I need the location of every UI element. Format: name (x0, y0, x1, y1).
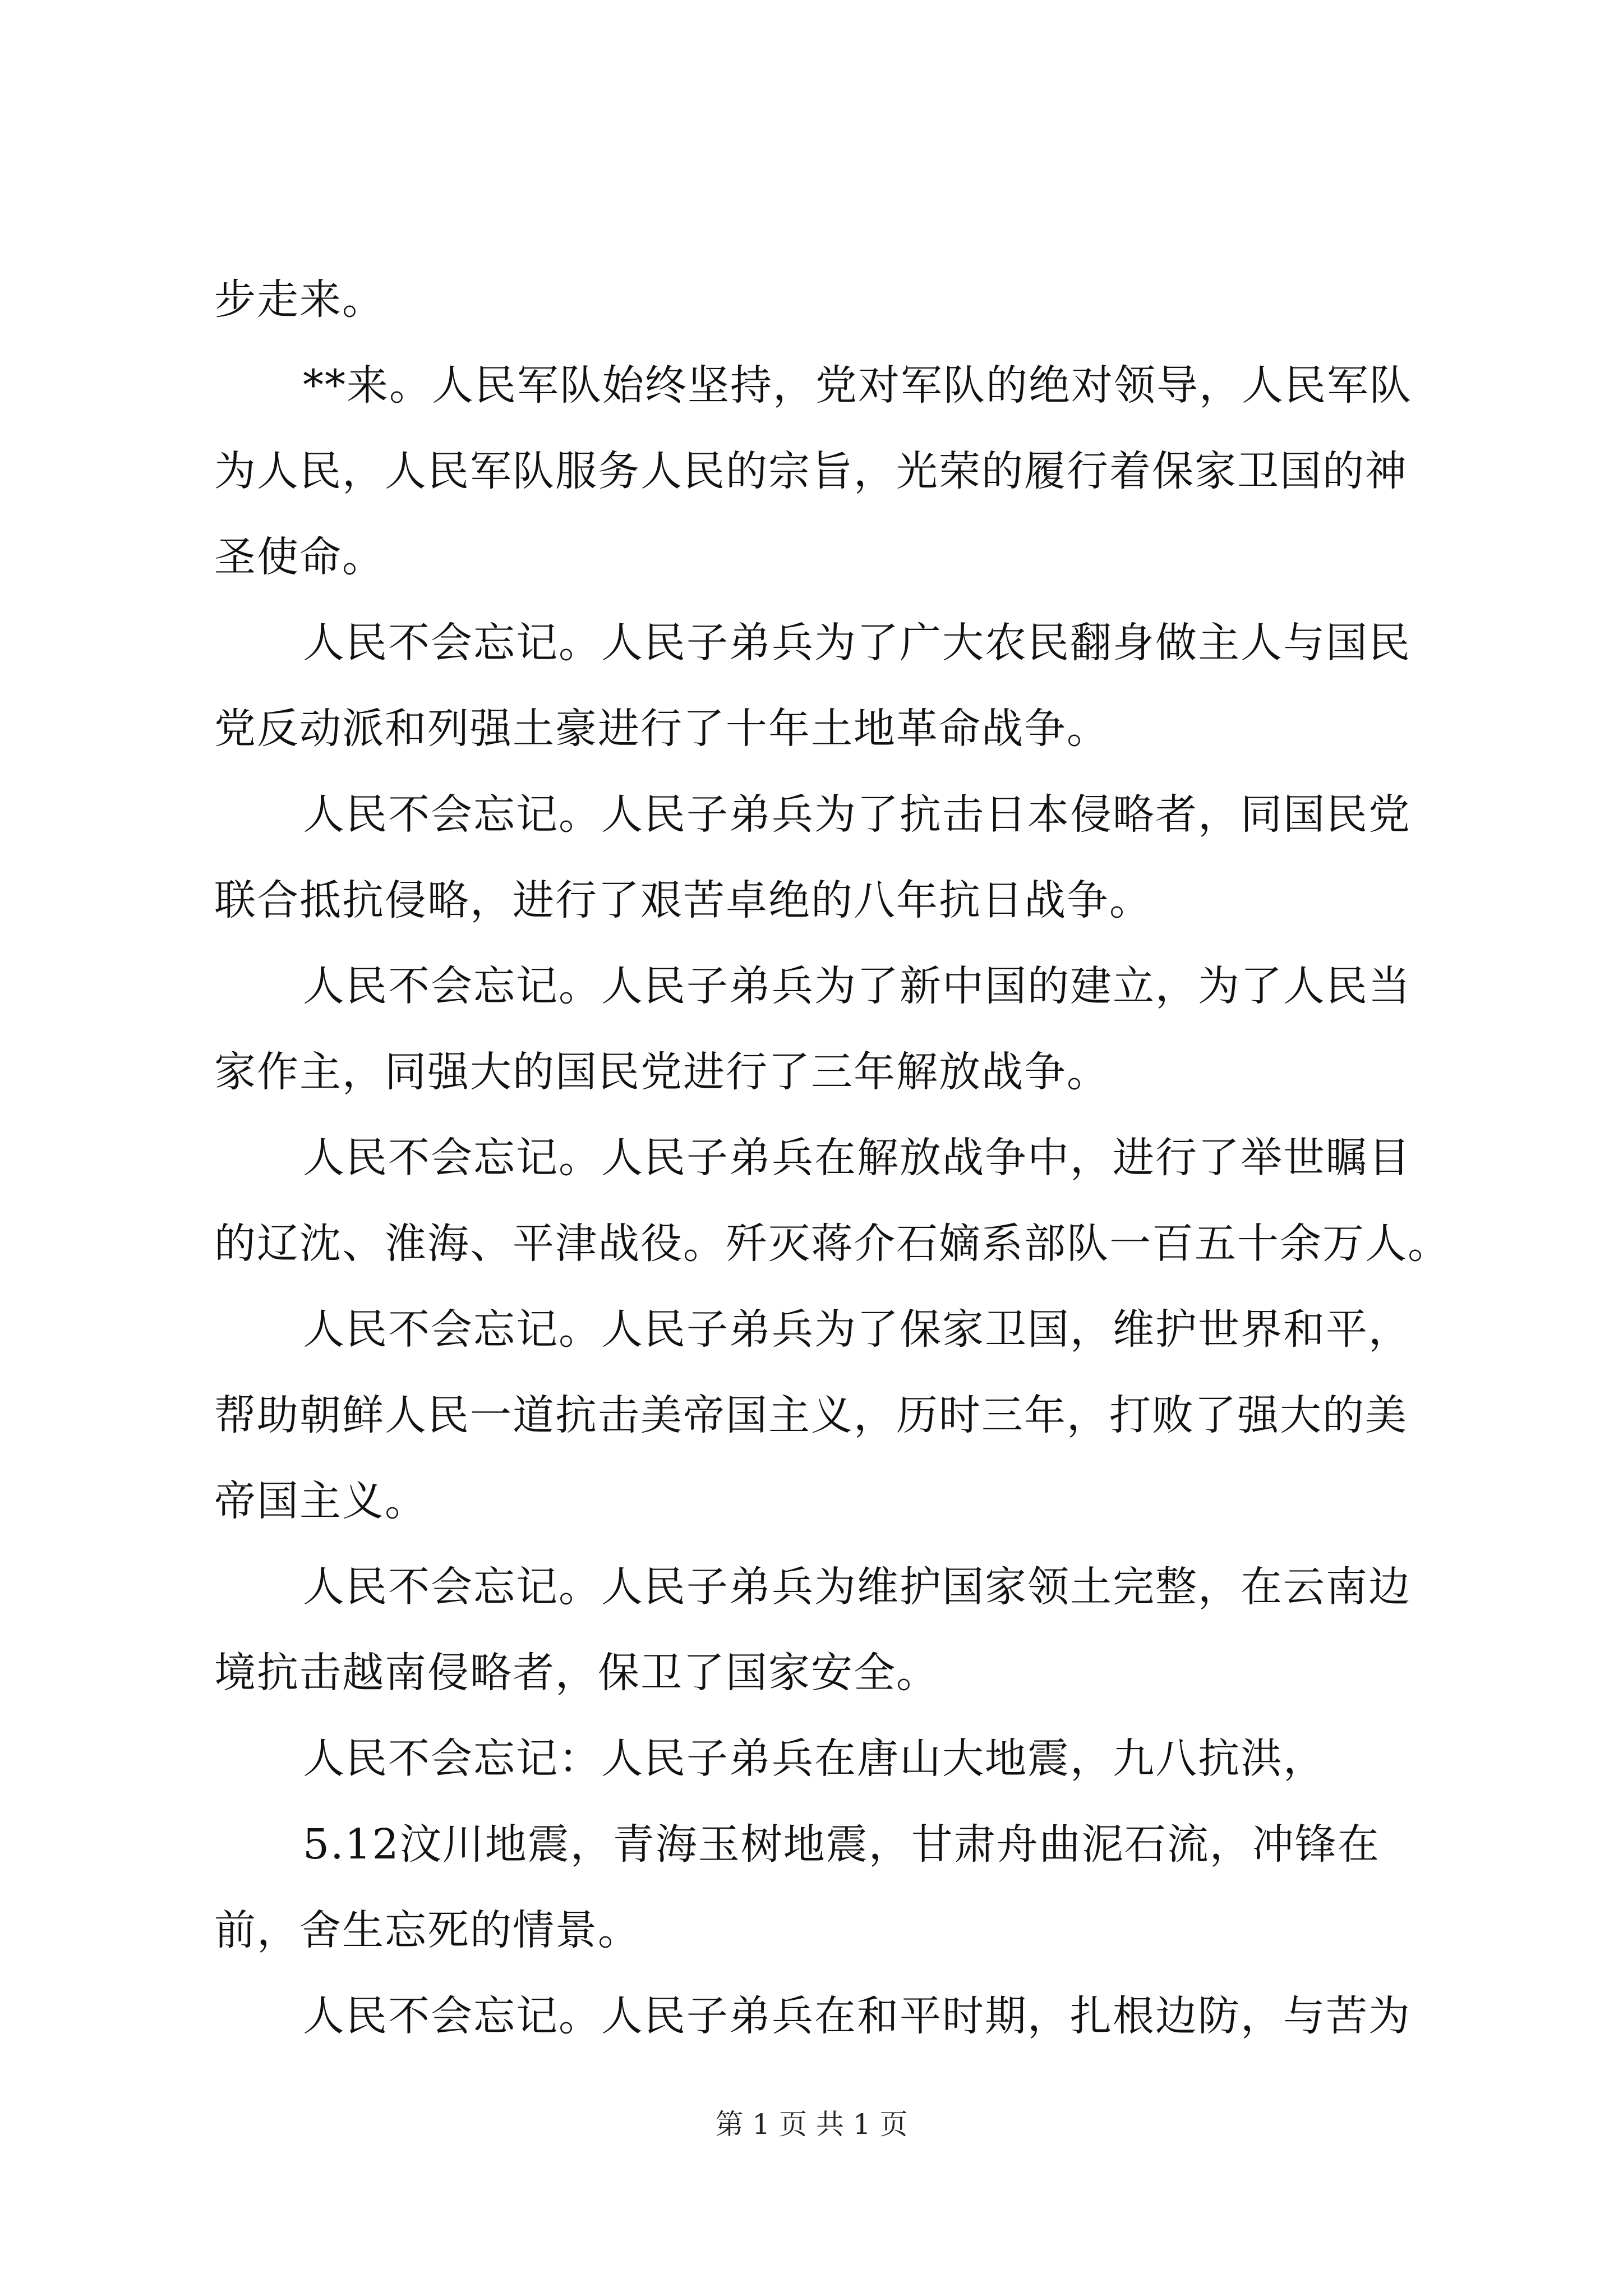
text-line-18: 人民不会忘记：人民子弟兵在唐山大地震，九八抗洪， (303, 1734, 1326, 1783)
text-line-20: 前，舍生忘死的情景。 (214, 1906, 640, 1954)
text-line-13: 人民不会忘记。人民子弟兵为了保家卫国，维护世界和平， (303, 1305, 1411, 1354)
text-line-9: 人民不会忘记。人民子弟兵为了新中国的建立，为了人民当 (303, 962, 1411, 1010)
text-line-7: 人民不会忘记。人民子弟兵为了抗击日本侵略者，同国民党 (303, 790, 1411, 839)
text-line-17: 境抗击越南侵略者，保卫了国家安全。 (214, 1649, 939, 1697)
text-line-5: 人民不会忘记。人民子弟兵为了广大农民翻身做主人与国民 (303, 619, 1411, 667)
text-line-6: 党反动派和列强土豪进行了十年土地革命战争。 (214, 705, 1109, 753)
text-line-3: 为人民，人民军队服务人民的宗旨，光荣的履行着保家卫国的神 (214, 447, 1408, 495)
text-line-4: 圣使命。 (214, 533, 385, 581)
text-line-21: 人民不会忘记。人民子弟兵在和平时期，扎根边防，与苦为 (303, 1992, 1411, 2040)
page-number-footer: 第 1 页 共 1 页 (715, 2108, 908, 2141)
text-line-16: 人民不会忘记。人民子弟兵为维护国家领土完整，在云南边 (303, 1563, 1411, 1611)
text-line-11: 人民不会忘记。人民子弟兵在解放战争中，进行了举世瞩目 (303, 1134, 1411, 1182)
text-line-2: **来。人民军队始终坚持，党对军队的绝对领导，人民军队 (303, 361, 1412, 409)
text-line-14: 帮助朝鲜人民一道抗击美帝国主义，历时三年，打败了强大的美 (214, 1391, 1408, 1439)
text-line-10: 家作主，同强大的国民党进行了三年解放战争。 (214, 1048, 1109, 1096)
text-line-19: 5.12汶川地震，青海玉树地震，甘肃舟曲泥石流，冲锋在 (303, 1820, 1380, 1869)
text-line-12: 的辽沈、淮海、平津战役。歼灭蒋介石嫡系部队一百五十余万人。 (214, 1220, 1450, 1268)
text-line-1: 步走来。 (214, 275, 385, 324)
text-line-8: 联合抵抗侵略，进行了艰苦卓绝的八年抗日战争。 (214, 876, 1152, 924)
text-line-15: 帝国主义。 (214, 1477, 427, 1525)
